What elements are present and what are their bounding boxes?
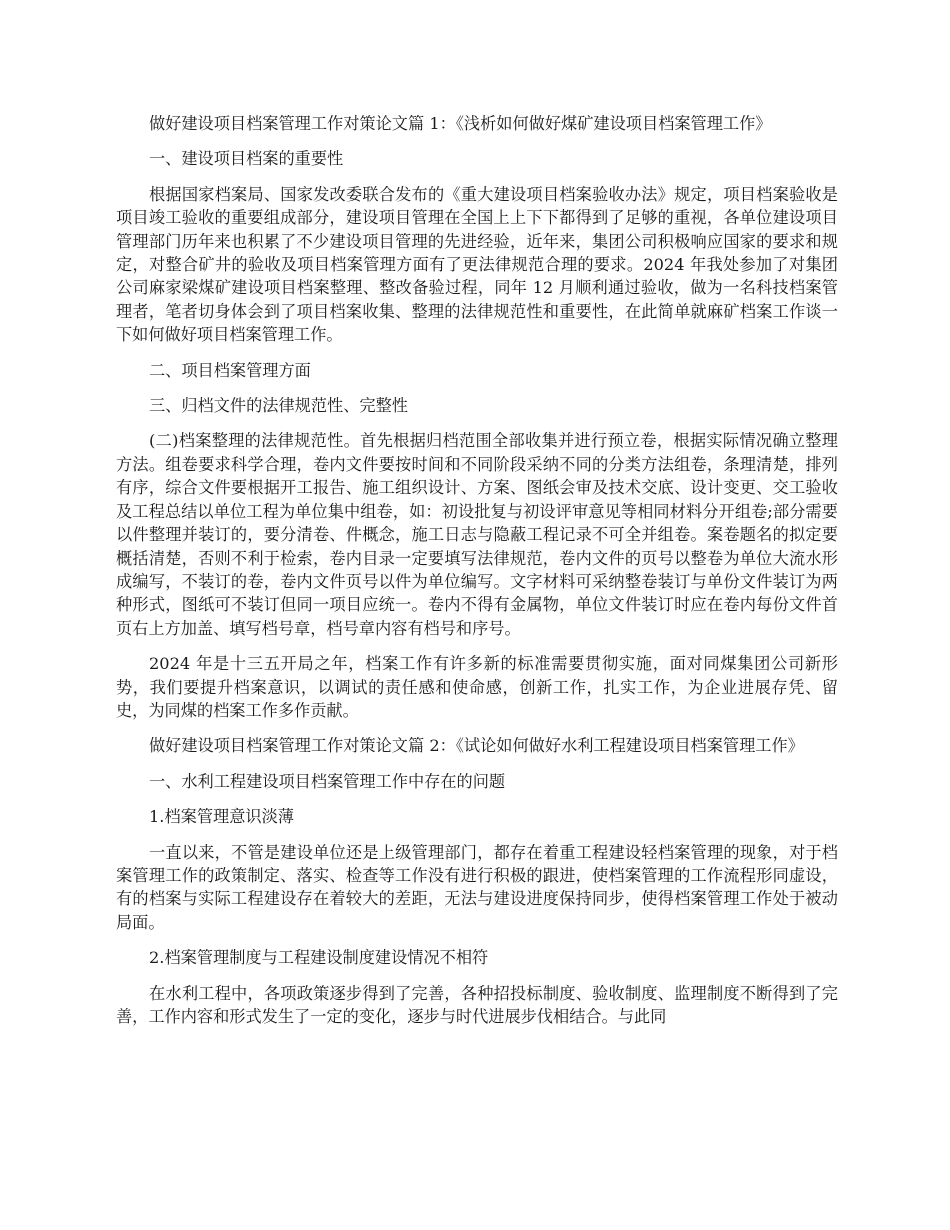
body-paragraph: 一直以来，不管是建设单位还是上级管理部门，都存在着重工程建设轻档案管理的现象，对于档案管理工作的政策制定、落实、检查等工作没有进行积极的跟进，使档案管理的工作流程形同虚设，有的档案与实际工程建设存在着较大的差距，无法与建设进度保持同步，使得档案管理工作处于被动局面。 <box>116 842 838 932</box>
body-paragraph: (二)档案整理的法律规范性。首先根据归档范围全部收集并进行预立卷，根据实际情况确立整理方法。组卷要求科学合理，卷内文件要按时间和不同阶段采纳不同的分类方法组卷，条理清楚，排列有序，综合文件要根据开工报告、施工组织设计、方案、图纸会审及技术交底、设计变更、交工验收及工程总结以单位工程为单位集中组卷，如：初设批复与初设评审意见等相同材料分开组卷;部分需要以件整理并装订的，要分清卷、件概念，施工日志与隐蔽工程记录不可全并组卷。案卷题名的拟定要概括清楚，否则不利于检索，卷内目录一定要填写法律规范，卷内文件的页号以整卷为单位大流水形成编写，不装订的卷，卷内文件页号以件为单位编写。文字材料可采纳整卷装订与单份文件装订为两种形式，图纸可不装订但同一项目应统一。卷内不得有金属物，单位文件装订时应在卷内每份文件首页右上方加盖、填写档号章，档号章内容有档号和序号。 <box>116 431 838 638</box>
section-heading-normativity: 三、归档文件的法律规范性、完整性 <box>149 396 408 416</box>
subheading-system-mismatch: 2.档案管理制度与工程建设制度建设情况不相符 <box>149 948 489 968</box>
body-paragraph: 根据国家档案局、国家发改委联合发布的《重大建设项目档案验收办法》规定，项目档案验收是项目竣工验收的重要组成部分，建设项目管理在全国上上下下都得到了足够的重视，各单位建设项目管理部门历年来也积累了不少建设项目管理的先进经验，近年来，集团公司积极响应国家的要求和规定，对整合矿井的验收及项目档案管理方面有了更法律规范合理的要求。2024 年我处参加了对集团公司麻家梁煤矿建设项目档案整理、整改备验过程，同年 12 月顺利通过验收，做为一名科技档案管理者，笔者切身体会到了项目档案收集、整理的法律规范性和重要性，在此简单就麻矿档案工作谈一下如何做好项目档案管理工作。 <box>116 184 838 345</box>
article-1-title: 做好建设项目档案管理工作对策论文篇 1：《浅析如何做好煤矿建设项目档案管理工作》 <box>149 114 772 133</box>
section-heading-management: 二、项目档案管理方面 <box>149 360 311 380</box>
section-heading-problems: 一、水利工程建设项目档案管理工作中存在的问题 <box>149 771 506 791</box>
section-heading-importance: 一、建设项目档案的重要性 <box>149 149 344 169</box>
body-paragraph: 在水利工程中，各项政策逐步得到了完善，各种招投标制度、验收制度、监理制度不断得到了完善，工作内容和形式发生了一定的变化，逐步与时代进展步伐相结合。与此同 <box>116 983 838 1026</box>
document-page <box>116 112 838 1040</box>
body-paragraph: 2024 年是十三五开局之年，档案工作有许多新的标准需要贯彻实施，面对同煤集团公司新形势，我们要提升档案意识，以调试的责任感和使命感，创新工作，扎实工作，为企业进展存凭、留史，为同煤的档案工作多作贡献。 <box>116 654 838 720</box>
article-2-title: 做好建设项目档案管理工作对策论文篇 2：《试论如何做好水利工程建设项目档案管理工作》 <box>149 736 804 756</box>
subheading-awareness: 1.档案管理意识淡薄 <box>149 807 294 827</box>
